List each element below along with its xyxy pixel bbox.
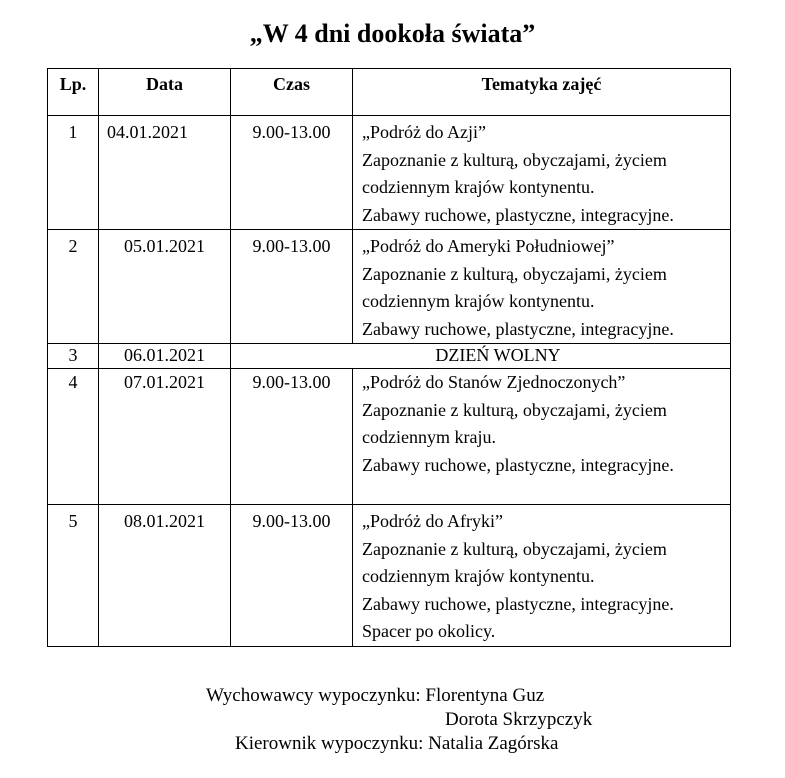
topic-line: Spacer po okolicy. bbox=[362, 621, 496, 641]
cell-lp: 3 bbox=[48, 344, 99, 369]
topic-line: Zapoznanie z kulturą, obyczajami, życiem bbox=[362, 399, 667, 420]
educator-name: Dorota Skrzypczyk bbox=[445, 709, 593, 730]
educator-name: Florentyna Guz bbox=[425, 685, 545, 706]
topic-line: codziennym krajów kontynentu. bbox=[362, 291, 595, 311]
document-title: „W 4 dni dookoła świata” bbox=[249, 19, 536, 48]
topic-line: Zapoznanie z kulturą, obyczajami, życiem bbox=[362, 538, 667, 559]
cell-lp: 5 bbox=[48, 505, 99, 647]
educator-second-line bbox=[445, 708, 592, 732]
educators-line bbox=[206, 684, 544, 708]
table-row bbox=[48, 116, 731, 230]
header-topic: Tematyka zajęć bbox=[353, 69, 731, 116]
cell-date: 08.01.2021 bbox=[99, 505, 231, 647]
topic-title: „Podróż do Stanów Zjednoczonych” bbox=[362, 372, 626, 392]
schedule-table bbox=[47, 68, 731, 647]
topic-title: „Podróż do Azji” bbox=[362, 122, 486, 142]
topic-line: Zabawy ruchowe, plastyczne, integracyjne. bbox=[362, 204, 674, 225]
cell-date: 06.01.2021 bbox=[99, 344, 231, 369]
table-header-row bbox=[48, 69, 731, 116]
cell-date: 04.01.2021 bbox=[99, 116, 231, 230]
cell-topic bbox=[353, 505, 731, 647]
topic-line: codziennym krajów kontynentu. bbox=[362, 566, 595, 586]
manager-label: Kierownik wypoczynku: bbox=[235, 733, 424, 754]
header-date: Data bbox=[99, 69, 231, 116]
table-row bbox=[48, 505, 731, 647]
manager-name: Natalia Zagórska bbox=[428, 733, 559, 754]
cell-topic bbox=[353, 369, 731, 505]
cell-time: 9.00-13.00 bbox=[231, 230, 353, 344]
table-row bbox=[48, 369, 731, 505]
topic-line: codziennym krajów kontynentu. bbox=[362, 177, 595, 197]
topic-title: „Podróż do Ameryki Południowej” bbox=[362, 236, 615, 256]
topic-line: Zapoznanie z kulturą, obyczajami, życiem bbox=[362, 263, 667, 284]
topic-line: Zabawy ruchowe, plastyczne, integracyjne. bbox=[362, 593, 674, 614]
topic-line: Zabawy ruchowe, plastyczne, integracyjne. bbox=[362, 454, 674, 475]
cell-lp: 1 bbox=[48, 116, 99, 230]
header-time: Czas bbox=[231, 69, 353, 116]
cell-time: 9.00-13.00 bbox=[231, 505, 353, 647]
cell-time: 9.00-13.00 bbox=[231, 369, 353, 505]
educators-label: Wychowawcy wypoczynku: bbox=[206, 685, 421, 706]
cell-lp: 2 bbox=[48, 230, 99, 344]
header-lp: Lp. bbox=[48, 69, 99, 116]
cell-topic bbox=[353, 230, 731, 344]
cell-date: 07.01.2021 bbox=[99, 369, 231, 505]
table-row bbox=[48, 344, 731, 369]
cell-date: 05.01.2021 bbox=[99, 230, 231, 344]
topic-title: „Podróż do Afryki” bbox=[362, 511, 503, 531]
cell-lp: 4 bbox=[48, 369, 99, 505]
cell-time: 9.00-13.00 bbox=[231, 116, 353, 230]
cell-topic bbox=[353, 116, 731, 230]
topic-line: codziennym kraju. bbox=[362, 427, 496, 447]
cell-day-off: DZIEŃ WOLNY bbox=[231, 344, 731, 369]
manager-line bbox=[235, 732, 558, 756]
topic-line: Zapoznanie z kulturą, obyczajami, życiem bbox=[362, 149, 667, 170]
topic-line: Zabawy ruchowe, plastyczne, integracyjne. bbox=[362, 318, 674, 339]
table-row bbox=[48, 230, 731, 344]
